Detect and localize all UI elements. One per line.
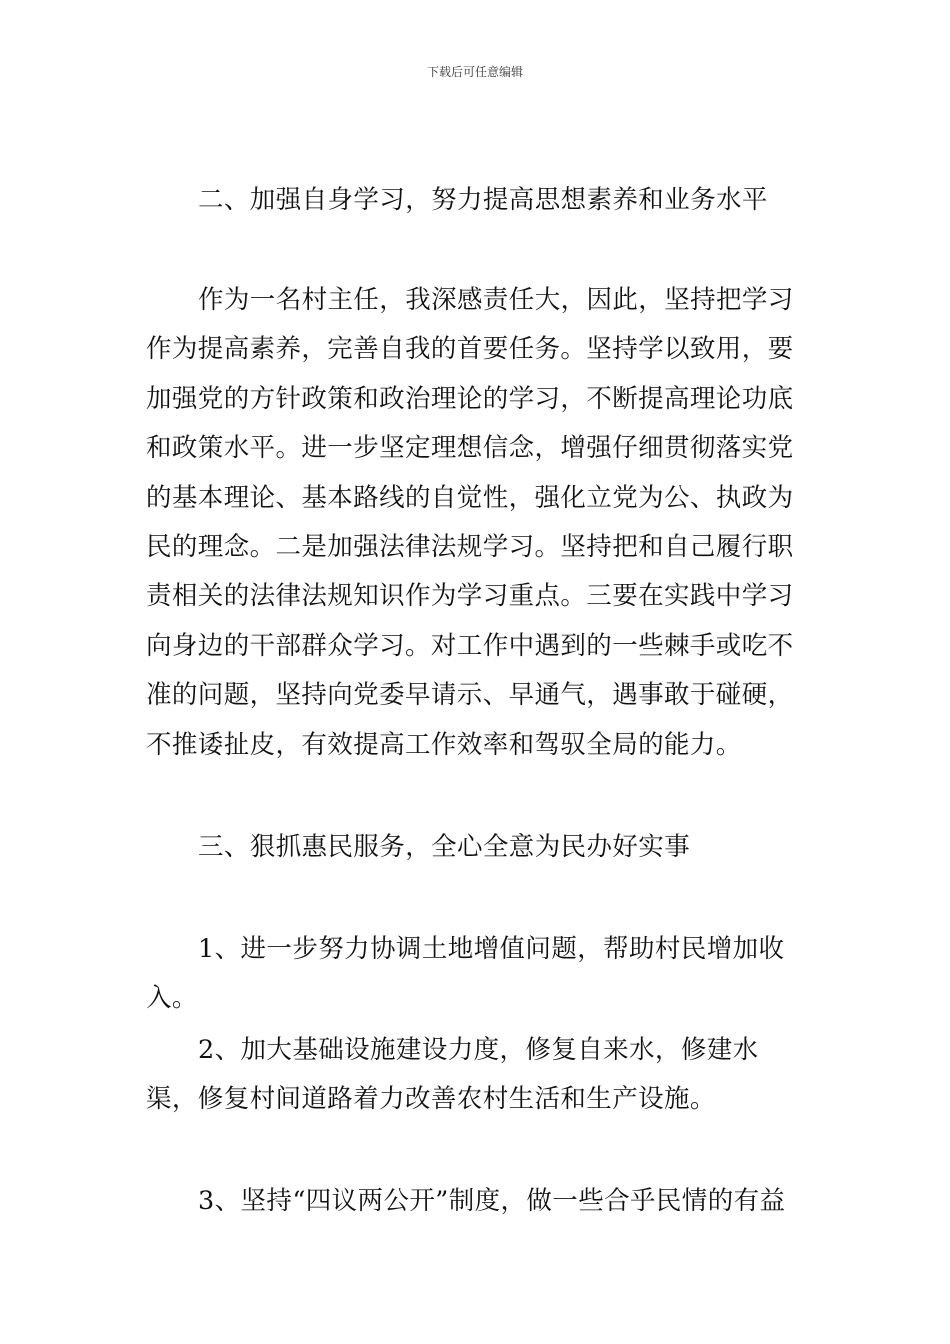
page-header-note: 下载后可任意编辑 (426, 65, 523, 79)
list-item-2: 2、加大基础设施建设力度，修复自来水，修建水渠，修复村间道路着力改善农村生活和生产设施。 (146, 1035, 759, 1115)
section-heading-2: 二、加强自身学习，努力提高思想素养和业务水平 (198, 185, 768, 215)
section-heading-3: 三、狠抓惠民服务，全心全意为民办好实事 (198, 832, 691, 862)
section-2-paragraph: 作为一名村主任，我深感责任大，因此，坚持把学习作为提高素养，完善自我的首要任务。坚持学以致用，要加强党的方针政策和政治理论的学习，不断提高理论功底和政策水平。进一步坚定理想信念，增强仔细贯彻落实党的基本理论、基本路线的自觉性，强化立党为公、执政为民的理念。二是加强法律法规学习。坚持把和自己履行职责相关的法律法规知识作为学习重点。三要在实践中学习向身边的干部群众学习。对工作中遇到的一些棘手或吃不准的问题，坚持向党委早请示、早通气，遇事敢于碰硬，不推诿扯皮，有效提高工作效率和驾驭全局的能力。 (146, 285, 794, 760)
list-item-3: 3、坚持“四议两公开”制度，做一些合乎民情的有益 (198, 1186, 786, 1216)
list-item-1: 1、进一步努力协调土地增值问题，帮助村民增加收入。 (146, 934, 785, 1014)
